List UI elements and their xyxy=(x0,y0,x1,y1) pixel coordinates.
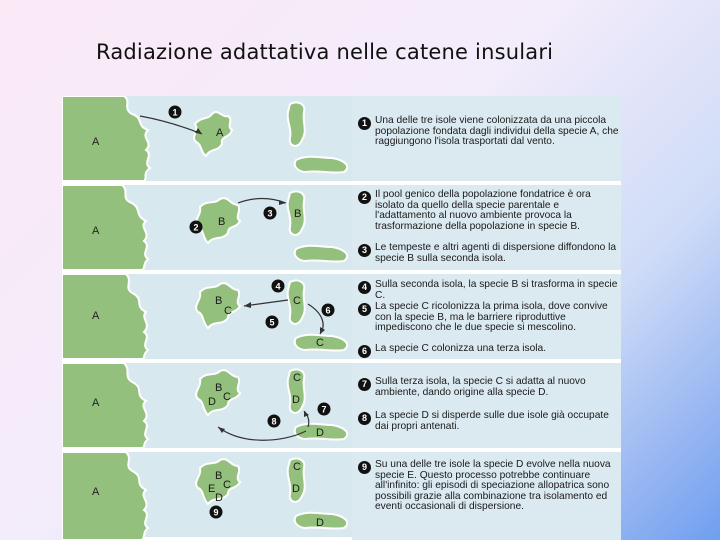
caption-step-3 xyxy=(358,243,620,264)
step-number: 5 xyxy=(358,303,371,316)
step-number: 2 xyxy=(358,191,371,204)
island-label: B xyxy=(294,208,302,220)
panel-step-4-6 xyxy=(62,274,621,359)
island-1 xyxy=(194,112,232,156)
island-label: C xyxy=(293,295,301,307)
adaptive-radiation-figure xyxy=(62,96,621,540)
step-number: 4 xyxy=(358,281,371,294)
island-label: E xyxy=(208,483,216,495)
caption-panel xyxy=(352,185,621,270)
slide-title: Radiazione adattativa nelle catene insulari xyxy=(96,40,554,64)
island-label: D xyxy=(316,427,324,439)
island-label: D xyxy=(316,517,324,529)
panel-step-1 xyxy=(62,96,621,181)
caption-panel xyxy=(352,274,621,359)
island-label: C xyxy=(224,305,232,317)
step-number: 3 xyxy=(358,244,371,257)
step-text: Le tempeste e altri agenti di dispersione diffondono la specie B sulla seconda isola. xyxy=(375,242,617,264)
island-label: A xyxy=(216,127,224,139)
continent-label: A xyxy=(92,486,100,498)
continent-label: A xyxy=(92,310,100,322)
step-text: Sulla seconda isola, la specie B si trasforma in specie C. xyxy=(375,279,618,301)
panel-step-9 xyxy=(62,452,621,537)
dispersal-arrow xyxy=(140,116,202,134)
continent-label: A xyxy=(92,397,100,409)
continent xyxy=(62,452,148,540)
island-label: B xyxy=(215,295,223,307)
island-2 xyxy=(288,102,305,146)
dispersal-arrow xyxy=(218,427,306,440)
marker-number: 5 xyxy=(269,317,275,328)
step-text: Su una delle tre isole la specie D evolve nella nuova specie E. Questo processo potrebbe continuare all'infinito: gli episodi di speciazione allopatrica sono possibili grazie alla combinazione tra isolamento ed eventi occasionali di dispersione. xyxy=(375,459,611,513)
caption-panel xyxy=(352,452,621,540)
step-number: 8 xyxy=(358,412,371,425)
island-label: D xyxy=(215,492,223,504)
marker-number: 4 xyxy=(275,281,281,292)
island-label: C xyxy=(293,461,301,473)
step-number: 9 xyxy=(358,461,371,474)
island-scene xyxy=(62,363,352,448)
caption-step-6 xyxy=(358,344,620,358)
continent-label: A xyxy=(92,225,100,237)
continent xyxy=(62,363,148,448)
marker-number: 9 xyxy=(213,507,219,518)
island-label: C xyxy=(223,479,231,491)
island-label: B xyxy=(218,216,226,228)
step-text: La specie C colonizza una terza isola. xyxy=(375,343,547,354)
island-label: D xyxy=(208,396,216,408)
continent-label: A xyxy=(92,136,100,148)
step-text: Sulla terza isola, la specie C si adatta al nuovo ambiente, dando origine alla specie D. xyxy=(375,376,586,398)
island-label: C xyxy=(293,372,301,384)
caption-step-8 xyxy=(358,411,620,432)
caption-step-1 xyxy=(358,116,620,148)
step-text: La specie D si disperde sulle due isole già occupate dai propri antenati. xyxy=(375,410,609,432)
marker-number: 1 xyxy=(172,107,178,118)
island-3 xyxy=(295,246,347,262)
continent xyxy=(62,185,148,270)
caption-step-5 xyxy=(358,302,620,334)
step-text: Il pool genico della popolazione fondatrice è ora isolato da quello della specie parentale e l'adattamento al nuovo ambiente provoca la trasformazione della popolazione in specie B. xyxy=(375,189,591,232)
marker-number: 8 xyxy=(271,416,277,427)
island-label: D xyxy=(292,483,300,495)
panel-step-2-3 xyxy=(62,185,621,270)
island-3 xyxy=(295,157,347,173)
continent xyxy=(62,274,148,359)
island-scene xyxy=(62,96,352,181)
marker-number: 2 xyxy=(193,222,199,233)
island-scene xyxy=(62,185,352,270)
island-scene xyxy=(62,452,352,540)
step-number: 6 xyxy=(358,345,371,358)
step-number: 7 xyxy=(358,378,371,391)
step-text: La specie C ricolonizza la prima isola, dove convive con la specie B, ma le barriere riproduttive impediscono che le due specie si mescolino. xyxy=(375,301,608,334)
caption-step-7 xyxy=(358,377,620,398)
marker-number: 7 xyxy=(321,404,327,415)
step-text: Una delle tre isole viene colonizzata da una piccola popolazione fondata dagli individui della specie A, che raggiungono l'isola trasportati dal vento. xyxy=(375,115,619,148)
caption-step-9 xyxy=(358,460,620,513)
dispersal-arrow xyxy=(238,199,286,204)
caption-panel xyxy=(352,96,621,181)
island-label: C xyxy=(316,337,324,349)
island-label: B xyxy=(215,382,223,394)
caption-panel xyxy=(352,363,621,448)
panel-step-7-8 xyxy=(62,363,621,448)
caption-step-2 xyxy=(358,190,620,232)
island-label: C xyxy=(223,391,231,403)
step-number: 1 xyxy=(358,117,371,130)
marker-number: 6 xyxy=(325,305,331,316)
continent xyxy=(62,96,150,181)
island-label: D xyxy=(292,394,300,406)
island-scene xyxy=(62,274,352,359)
island-label: B xyxy=(215,470,223,482)
caption-step-4 xyxy=(358,280,620,301)
marker-number: 3 xyxy=(267,208,273,219)
